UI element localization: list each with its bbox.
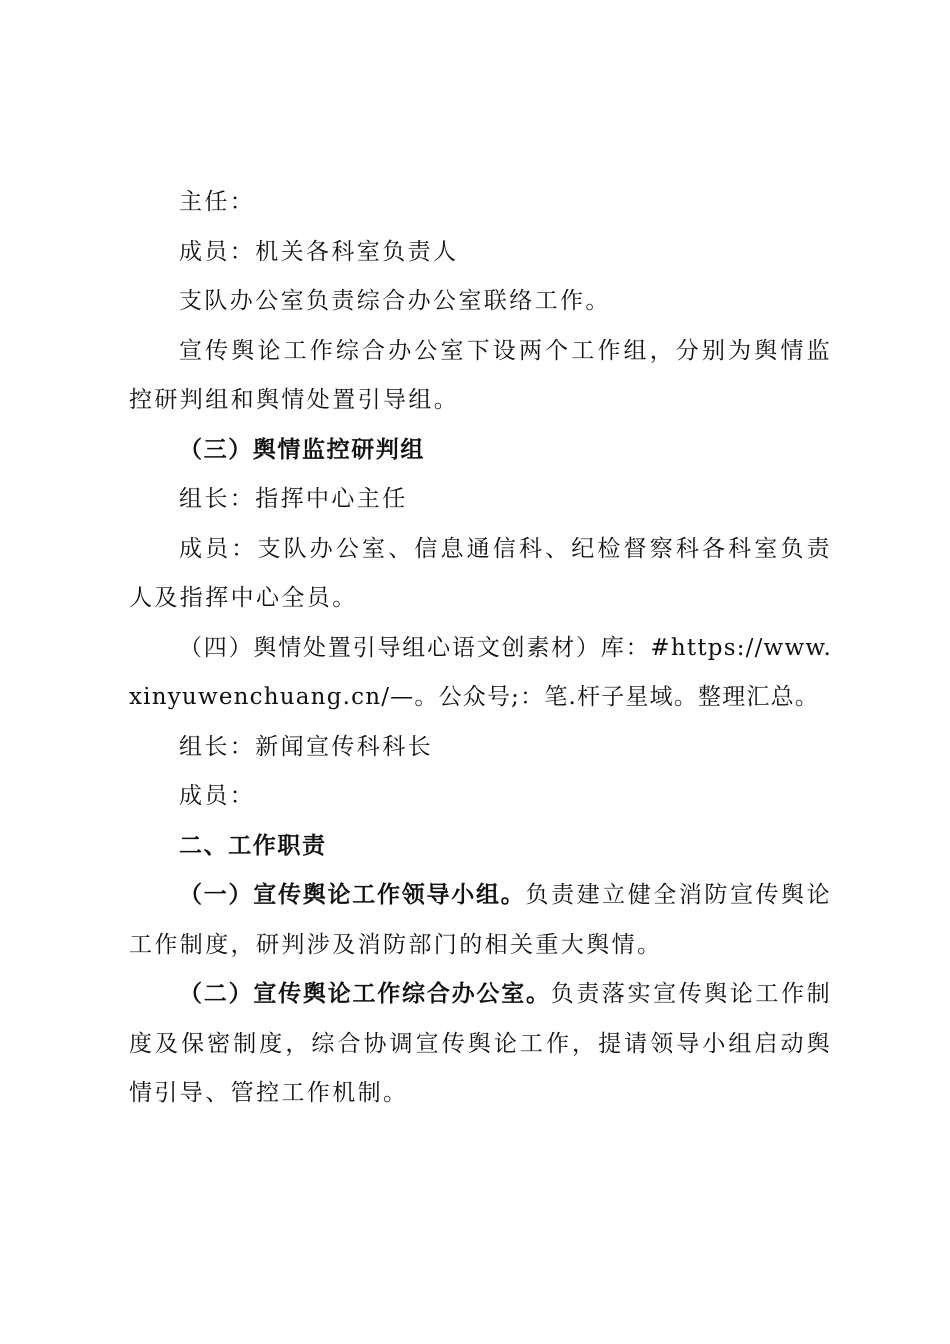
office-title: （二）宣传舆论工作综合办公室。 — [179, 981, 551, 1007]
guidance-group-members: 成员： — [179, 783, 256, 809]
guidance-group-paragraph: （四）舆情处置引导组心语文创素材）库：#https://www.xinyuwenchuang.cn/—。公众号;：笔.杆子星域。整理汇总。 — [129, 634, 832, 710]
leadership-group-duty — [129, 871, 832, 970]
document-body — [129, 178, 832, 1119]
director-line: 主任： — [179, 189, 256, 215]
office-text: 负责落实宣传舆论工作制度及保密制度，综合协调宣传舆论工作，提请领导小组启动舆情引导、管控工作机制。 — [129, 981, 833, 1106]
section-heading-monitoring-group: （三）舆情监控研判组 — [179, 436, 425, 463]
monitoring-group-leader: 组长：指挥中心主任 — [179, 486, 408, 512]
section-heading-responsibilities: 二、工作职责 — [179, 832, 327, 859]
leadership-group-title: （一）宣传舆论工作领导小组。 — [179, 882, 526, 908]
leadership-group-text: 负责建立健全消防宣传舆论工作制度，研判涉及消防部门的相关重大舆情。 — [129, 882, 832, 958]
monitoring-group-members: 成员：支队办公室、信息通信科、纪检督察科各科室负责人及指挥中心全员。 — [129, 535, 832, 611]
guidance-group-leader: 组长：新闻宣传科科长 — [179, 733, 433, 760]
members-line: 成员：机关各科室负责人 — [179, 238, 459, 265]
liaison-paragraph: 支队办公室负责综合办公室联络工作。 — [179, 288, 611, 314]
office-duty — [129, 970, 832, 1119]
working-groups-paragraph: 宣传舆论工作综合办公室下设两个工作组，分别为舆情监控研判组和舆情处置引导组。 — [129, 337, 832, 413]
